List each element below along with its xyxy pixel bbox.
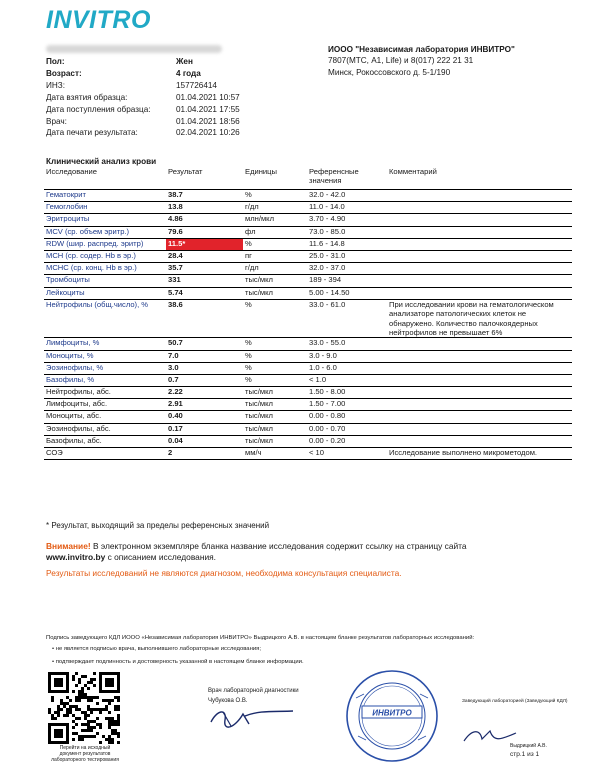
test-result: 3.0 (166, 362, 243, 374)
table-row (44, 263, 572, 275)
test-name[interactable]: Базофилы, абс. (44, 435, 166, 447)
test-comment (387, 435, 572, 447)
patient-info-row (46, 116, 240, 128)
table-row (44, 423, 572, 435)
patient-info-row (46, 80, 240, 92)
table-row (44, 350, 572, 362)
test-reference: < 10 (307, 448, 387, 460)
test-reference: 0.00 - 0.70 (307, 423, 387, 435)
test-comment (387, 350, 572, 362)
test-reference: 0.00 - 0.80 (307, 411, 387, 423)
warning-note (46, 541, 556, 563)
site-link[interactable]: www.invitro.by (46, 552, 106, 562)
test-result: 0.7 (166, 374, 243, 386)
test-result: 7.0 (166, 350, 243, 362)
test-comment (387, 362, 572, 374)
patient-info-label: Врач: (46, 116, 67, 126)
test-comment (387, 263, 572, 275)
header-test: Исследование (44, 167, 166, 190)
test-reference: 33.0 - 55.0 (307, 338, 387, 350)
test-reference: 25.0 - 31.0 (307, 250, 387, 262)
test-result: 35.7 (166, 263, 243, 275)
table-row (44, 226, 572, 238)
patient-info (46, 56, 240, 139)
test-name[interactable]: Моноциты, абс. (44, 411, 166, 423)
test-reference: 0.00 - 0.20 (307, 435, 387, 447)
header-units: Единицы (243, 167, 307, 190)
test-reference: 11.0 - 14.0 (307, 202, 387, 214)
patient-info-label: ИНЗ: (46, 80, 66, 90)
test-unit: г/дл (243, 263, 307, 275)
test-result: 79.6 (166, 226, 243, 238)
test-name[interactable]: Эритроциты (44, 214, 166, 226)
test-comment (387, 214, 572, 226)
patient-info-label: Дата поступления образца: (46, 104, 151, 114)
test-reference: 1.50 - 8.00 (307, 387, 387, 399)
patient-info-label: Дата взятия образца: (46, 92, 128, 102)
test-result: 50.7 (166, 338, 243, 350)
test-name[interactable]: Эозинофилы, % (44, 362, 166, 374)
patient-info-value: 157726414 (176, 80, 217, 90)
lab-info (328, 44, 515, 78)
test-reference: 32.0 - 37.0 (307, 263, 387, 275)
test-comment (387, 226, 572, 238)
table-row (44, 399, 572, 411)
test-unit: % (243, 190, 307, 202)
test-result: 0.04 (166, 435, 243, 447)
test-unit: тыс/мкл (243, 275, 307, 287)
test-reference: < 1.0 (307, 374, 387, 386)
test-unit: % (243, 350, 307, 362)
table-row (44, 250, 572, 262)
patient-info-label: Пол: (46, 57, 65, 66)
test-comment (387, 423, 572, 435)
table-row (44, 275, 572, 287)
page-number: стр.1 из 1 (510, 751, 540, 758)
test-result: 38.6 (166, 299, 243, 338)
test-result: 5.74 (166, 287, 243, 299)
header-reference: Референсные значения (307, 167, 387, 190)
header-comment: Комментарий (387, 167, 572, 190)
table-row (44, 190, 572, 202)
patient-info-value: Жен (176, 57, 193, 66)
test-result: 4.86 (166, 214, 243, 226)
table-row (44, 387, 572, 399)
test-result: 13.8 (166, 202, 243, 214)
doctor-name: Чубукова О.В. (208, 698, 248, 704)
patient-info-label: Возраст: (46, 68, 82, 78)
signature-bullet-2: • подтверждает подлинность и достоверность указанной в настоящем бланке информации. (52, 659, 304, 665)
test-name[interactable]: Эозинофилы, абс. (44, 423, 166, 435)
test-reference: 11.6 - 14.8 (307, 238, 387, 250)
patient-info-label: Дата печати результата: (46, 128, 138, 138)
test-name[interactable]: СОЭ (44, 448, 166, 460)
section-title: Клинический анализ крови (46, 157, 157, 166)
test-result: 0.40 (166, 411, 243, 423)
test-unit: тыс/мкл (243, 287, 307, 299)
test-unit: % (243, 362, 307, 374)
test-reference: 3.0 - 9.0 (307, 350, 387, 362)
patient-info-value: 01.04.2021 17:55 (176, 104, 240, 114)
lab-name: ИООО "Независимая лаборатория ИНВИТРО" (328, 45, 515, 54)
test-result: 2.22 (166, 387, 243, 399)
table-row (44, 374, 572, 386)
test-unit: тыс/мкл (243, 387, 307, 399)
test-unit: млн/мкл (243, 214, 307, 226)
test-name[interactable]: Лимфоциты, % (44, 338, 166, 350)
table-row (44, 214, 572, 226)
test-name[interactable]: MCV (ср. объем эритр.) (44, 226, 166, 238)
test-comment (387, 238, 572, 250)
redacted-patient-name (46, 45, 222, 53)
test-unit: % (243, 299, 307, 338)
test-name[interactable]: Нейтрофилы, абс. (44, 387, 166, 399)
patient-info-value: 4 года (176, 68, 201, 78)
test-unit: фл (243, 226, 307, 238)
test-unit: тыс/мкл (243, 423, 307, 435)
test-name[interactable]: Лейкоциты (44, 287, 166, 299)
test-comment (387, 411, 572, 423)
table-row (44, 448, 572, 460)
table-row (44, 435, 572, 447)
test-unit: мм/ч (243, 448, 307, 460)
doctor-title: Врач лабораторной диагностики (208, 688, 299, 694)
test-reference: 33.0 - 61.0 (307, 299, 387, 338)
test-unit: % (243, 374, 307, 386)
test-result: 11.5* (166, 238, 243, 250)
test-comment: При исследовании крови на гематологическом анализаторе патологических клеток не обнаружено. Количество палочкоядерных нейтрофилов не превышает 6% (387, 299, 572, 338)
test-name[interactable]: Базофилы, % (44, 374, 166, 386)
test-unit: тыс/мкл (243, 435, 307, 447)
patient-info-value: 01.04.2021 10:57 (176, 92, 240, 102)
patient-info-row (46, 92, 240, 104)
test-comment (387, 202, 572, 214)
test-unit: % (243, 338, 307, 350)
table-header-row (44, 167, 572, 190)
qr-caption: Перейти на исходный документ результатов лабораторного тестирования (51, 745, 119, 763)
test-unit: г/дл (243, 202, 307, 214)
results-table (44, 167, 572, 460)
test-comment (387, 387, 572, 399)
patient-info-row (46, 68, 240, 80)
test-comment (387, 374, 572, 386)
test-comment (387, 250, 572, 262)
test-name[interactable]: Нейтрофилы (общ.число), % (44, 299, 166, 338)
test-reference: 32.0 - 42.0 (307, 190, 387, 202)
test-reference: 1.50 - 7.00 (307, 399, 387, 411)
test-unit: % (243, 238, 307, 250)
signature-intro: Подпись заведующего КДЛ ИООО «Независимая лаборатория ИНВИТРО» Выдрицкого А.В. в настоящем бланке результатов лабораторных исследований: (46, 635, 475, 641)
test-reference: 1.0 - 6.0 (307, 362, 387, 374)
test-name[interactable]: Тромбоциты (44, 275, 166, 287)
test-name[interactable]: MCH (ср. содер. Hb в эр.) (44, 250, 166, 262)
test-comment (387, 287, 572, 299)
test-result: 2.91 (166, 399, 243, 411)
patient-info-row (46, 104, 240, 116)
invitro-logo: INVITRO (46, 6, 151, 34)
test-result: 2 (166, 448, 243, 460)
warning-label: Внимание! (46, 541, 91, 551)
lab-phone: 7807(МТС, А1, Life) и 8(017) 222 21 31 (328, 56, 474, 66)
patient-info-value: 02.04.2021 10:26 (176, 128, 240, 138)
test-comment (387, 338, 572, 350)
test-reference: 5.00 - 14.50 (307, 287, 387, 299)
test-name[interactable]: Лимфоциты, абс. (44, 399, 166, 411)
test-name[interactable]: Гематокрит (44, 190, 166, 202)
test-unit: тыс/мкл (243, 399, 307, 411)
test-result: 38.7 (166, 190, 243, 202)
table-row (44, 299, 572, 338)
test-name[interactable]: Моноциты, % (44, 350, 166, 362)
lab-address: Минск, Рокоссовского д. 5-1/190 (328, 67, 451, 77)
test-name[interactable]: Гемоглобин (44, 202, 166, 214)
test-comment: Исследование выполнено микрометодом. (387, 448, 572, 460)
stamp-text: ИНВИТРО (372, 708, 412, 718)
patient-info-row (46, 127, 240, 139)
test-reference: 3.70 - 4.90 (307, 214, 387, 226)
signature-bullet-1: • не является подписью врача, выполнившего лабораторные исследования; (52, 646, 261, 652)
table-row (44, 287, 572, 299)
test-result: 28.4 (166, 250, 243, 262)
qr-code[interactable] (48, 672, 120, 744)
bullet-1-text: не является подписью врача, выполнившего лабораторные исследования; (55, 646, 261, 652)
table-row (44, 202, 572, 214)
patient-info-row (46, 56, 240, 68)
table-row (44, 338, 572, 350)
test-name[interactable]: MCHC (ср. конц. Hb в эр.) (44, 263, 166, 275)
table-row (44, 411, 572, 423)
head-name: Выдрицкий А.В. (510, 743, 547, 749)
patient-info-value: 01.04.2021 18:56 (176, 116, 240, 126)
test-unit: пг (243, 250, 307, 262)
table-row (44, 362, 572, 374)
test-comment (387, 399, 572, 411)
warning-text-2: с описанием исследования. (107, 552, 217, 562)
diagnosis-note: Результаты исследований не являются диагнозом, необходима консультация специалиста. (46, 568, 402, 578)
test-comment (387, 190, 572, 202)
bullet-2-text: подтверждает подлинность и достоверность указанной в настоящем бланке информации. (55, 659, 304, 665)
test-reference: 189 - 394 (307, 275, 387, 287)
test-result: 0.17 (166, 423, 243, 435)
doctor-signature (205, 702, 300, 732)
footnote: * Результат, выходящий за пределы референсных значений (46, 521, 270, 530)
header-result: Результат (166, 167, 243, 190)
test-unit: тыс/мкл (243, 411, 307, 423)
warning-text: В электронном экземпляре бланка название исследования содержит ссылку на страницу сайта (90, 541, 467, 551)
test-comment (387, 275, 572, 287)
table-row (44, 238, 572, 250)
head-title: Заведующий лабораторией (Заведующий КДЛ) (462, 699, 568, 704)
test-reference: 73.0 - 85.0 (307, 226, 387, 238)
test-result: 331 (166, 275, 243, 287)
lab-stamp (336, 668, 448, 764)
test-name[interactable]: RDW (шир. распред. эритр) (44, 238, 166, 250)
